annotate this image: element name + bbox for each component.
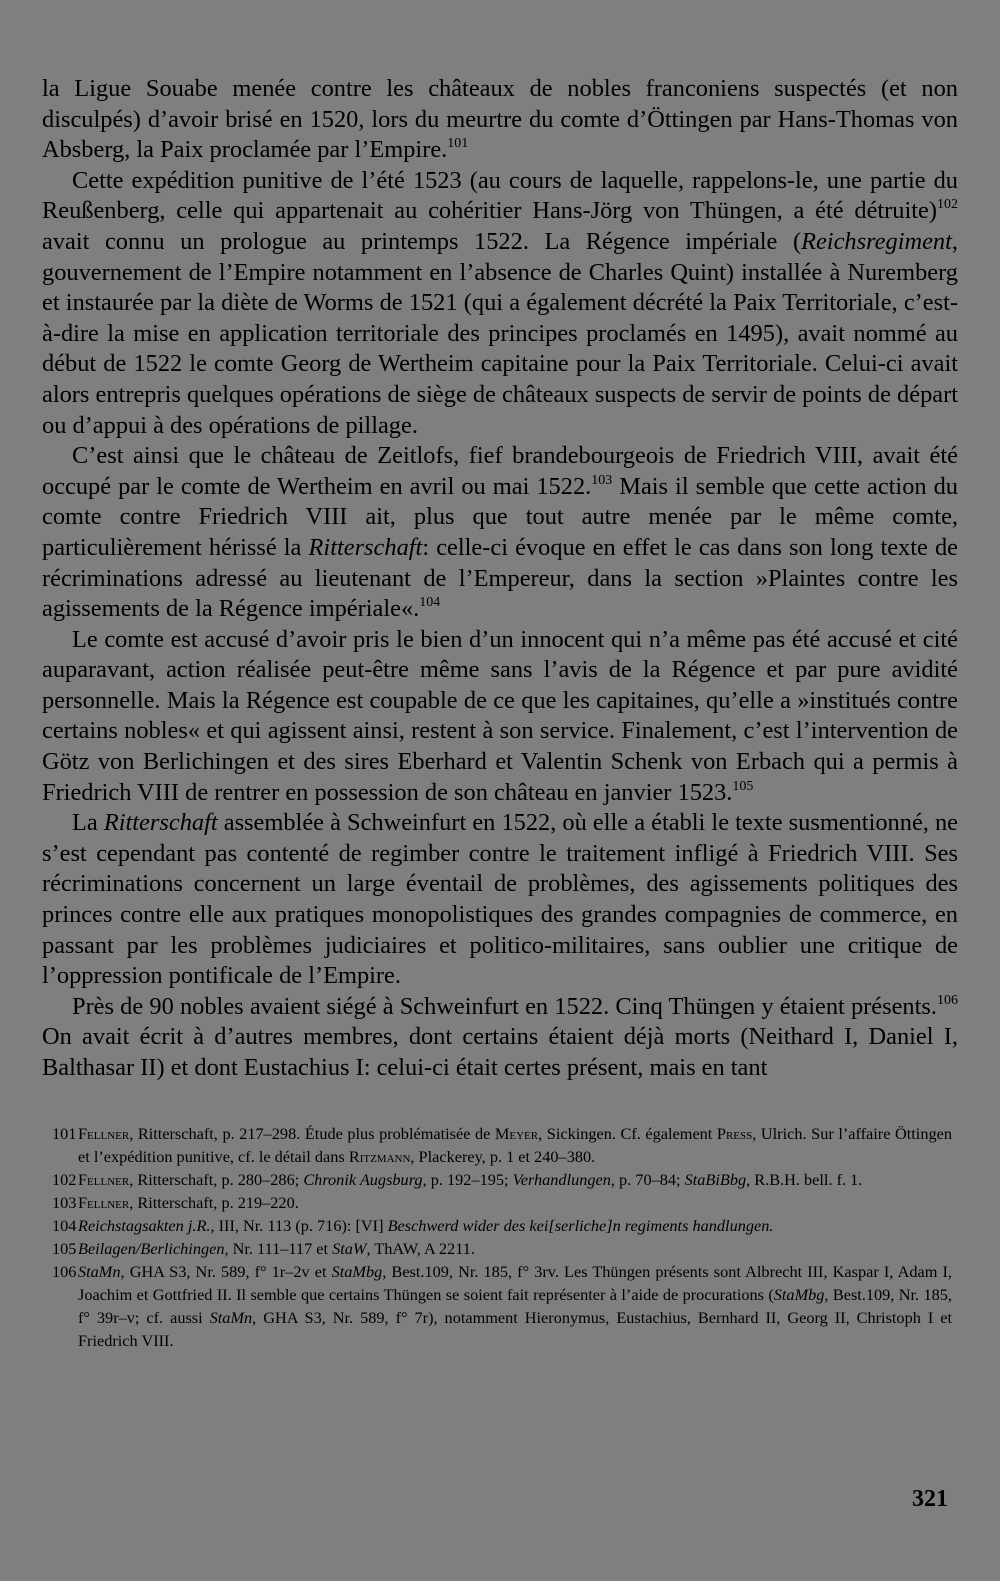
author-name: Fellner — [78, 1124, 130, 1143]
footnote-ref[interactable]: 104 — [419, 595, 441, 611]
paragraph — [42, 441, 958, 625]
footnote-text: , III, Nr. 113 (p. 716): [VI] — [210, 1216, 388, 1235]
footnote-text: , R.B.H. bell. f. 1. — [746, 1170, 863, 1189]
source-title: Reichstagsakten j.R. — [78, 1216, 211, 1235]
paragraph-text: : celle-ci évoque en effet le cas dans son long texte de récriminations adressé au lieutenant de l’Empereur, dans la section »Plaintes contre les agissements de la Régence impériale«. — [42, 533, 958, 623]
paragraph-text: Près de 90 nobles avaient siégé à Schweinfurt en 1522. Cinq Thüngen y étaient présents. — [72, 992, 937, 1020]
footnote-text: , Ritterschaft, p. 217–298. Étude plus problématisée de — [129, 1124, 495, 1143]
footnote-number: 106 — [52, 1262, 77, 1281]
footnote-ref[interactable]: 102 — [937, 197, 958, 213]
footnote-number: 102 — [52, 1170, 77, 1189]
paragraph-text: assemblée à Schweinfurt en 1522, où elle a établi le texte susmentionné, ne s’est cependant pas contenté de regimber contre le traitement infligé à Friedrich VIII. Ses récriminations concernent un large éventail de problèmes, des agissements politiques des princes contre elle aux pratiques monopolistiques des grandes compagnies de commerce, en passant par les problèmes judiciaires et politico-militaires, sans oublier une critique de l’oppression pontificale de l’Empire. — [42, 809, 958, 990]
paragraph-text: avait connu un prologue au printemps 1522. La Régence impériale ( — [42, 227, 802, 255]
page-number: 321 — [912, 1486, 948, 1512]
footnote-text: , Best.109, Nr. 185, f° 39r–v; cf. aussi — [78, 1285, 952, 1327]
source-title: StaBiBbg — [684, 1170, 747, 1189]
source-title: Verhandlungen — [512, 1170, 611, 1189]
footnote — [52, 1260, 952, 1352]
italic-term: Ritterschaft — [308, 533, 423, 561]
footnote-text: , Ulrich. Sur l’affaire Öttingen et l’expédition punitive, cf. le détail dans — [78, 1124, 952, 1166]
footnote-text: , p. 192–195; — [422, 1170, 513, 1189]
source-title: StaMbg — [331, 1262, 383, 1281]
footnote-ref[interactable]: 101 — [447, 136, 469, 152]
footnote-ref[interactable]: 103 — [591, 472, 613, 488]
footnote-text: , GHA S3, Nr. 589, f° 7r), notamment Hieronymus, Eustachius, Bernhard II, Georg II, Christoph I et Friedrich VIII. — [78, 1308, 952, 1350]
source-title: Beilagen/Berlichingen — [78, 1239, 225, 1258]
paragraph — [42, 808, 958, 992]
main-text — [42, 74, 958, 1084]
source-title: StaW — [332, 1239, 367, 1258]
footnote-text: , Ritterschaft, p. 219–220. — [129, 1193, 299, 1212]
footnote-text: , GHA S3, Nr. 589, f° 1r–2v et — [120, 1262, 332, 1281]
paragraph-text: On avait écrit à d’autres membres, dont certains étaient déjà morts (Neithard I, Daniel I, Balthasar II) et dont Eustachius I: celui-ci était certes présent, mais en tant — [42, 1023, 958, 1081]
footnote-text: , Nr. 111–117 et — [224, 1239, 333, 1258]
italic-term: Ritterschaft — [103, 809, 218, 837]
footnote-text: , Ritterschaft, p. 280–286; — [129, 1170, 304, 1189]
author-name: Press — [716, 1124, 753, 1143]
source-title: Chronik Augsburg — [303, 1170, 423, 1189]
paragraph-text: Cette expédition punitive de l’été 1523 (au cours de laquelle, rappelons-le, une partie du Reußenberg, celle qui appartenait au cohéritier Hans-Jörg von Thüngen, a été détruite) — [42, 166, 958, 225]
paragraph — [42, 74, 958, 166]
source-title: StaMn — [209, 1308, 253, 1327]
footnote-text: , Plackerey, p. 1 et 240–380. — [410, 1147, 596, 1166]
footnote-number: 101 — [52, 1124, 77, 1143]
footnote — [52, 1122, 952, 1168]
footnote-text: , ThAW, A 2211. — [366, 1239, 475, 1258]
paragraph — [42, 992, 958, 1084]
footnote-number: 104 — [52, 1216, 77, 1235]
author-name: Fellner — [78, 1193, 130, 1212]
italic-term: Reichsregiment — [801, 227, 952, 255]
paragraph-text: la Ligue Souabe menée contre les châteaux de nobles franconiens suspectés (et non disculpés) d’avoir brisé en 1520, lors du meurtre du comte d’Öttingen par Hans-Thomas von Absberg, la Paix proclamée par l’Empire. — [42, 75, 958, 164]
paragraph-text: Mais il semble que cette action du comte contre Friedrich VIII ait, plus que tout autre menée par le même comte, particulièrement hérissé la — [42, 472, 958, 561]
paragraph-text: C’est ainsi que le château de Zeitlofs, fief brandebourgeois de Friedrich VIII, avait été occupé par le comte de Wertheim en avril ou mai 1522. — [42, 442, 958, 500]
footnote-ref[interactable]: 105 — [732, 778, 754, 794]
author-name: Meyer — [494, 1124, 539, 1143]
source-title: StaMbg — [773, 1285, 825, 1304]
source-title: Beschwerd wider des kei[serliche]n regiments handlungen. — [387, 1216, 774, 1235]
paragraph-text: , gouvernement de l’Empire notamment en l’absence de Charles Quint) installée à Nuremberg et instaurée par la diète de Worms de 1521 (qui a également décrété la Paix Territoriale, c’est-à-dire la mise en application territoriale des principes proclamés en 1495), avait nommé au début de 1522 le comte Georg de Wertheim capitaine pour la Paix Territoriale. Celui-ci avait alors entrepris quelques opérations de siège de châteaux suspects de servir de points de départ ou d’appui à des opérations de pillage. — [42, 227, 958, 439]
footnotes — [52, 1122, 952, 1352]
author-name: Ritzmann — [348, 1147, 411, 1166]
footnote-number: 105 — [52, 1239, 77, 1258]
paragraph-text: La — [72, 809, 104, 837]
paragraph-text: Le comte est accusé d’avoir pris le bien d’un innocent qui n’a même pas été accusé et cité auparavant, action réalisée peut-être même sans l’avis de la Régence et par pure avidité personnelle. Mais la Régence est coupable de ce que les capitaines, qu’elle a »institués contre certains nobles« et qui agissent ainsi, restent à son service. Finalement, c’est l’intervention de Götz von Berlichingen et des sires Eberhard et Valentin Schenk von Erbach qui a permis à Friedrich VIII de rentrer en possession de son château en janvier 1523. — [42, 625, 958, 806]
paragraph — [42, 166, 958, 441]
footnote-text: , Best.109, Nr. 185, f° 3rv. Les Thüngen présents sont Albrecht III, Kaspar I, Adam I, Joachim et Gottfried II. Il semble que certains Thüngen se soient fait représenter à l’aide de procurations ( — [78, 1262, 952, 1304]
footnote-ref[interactable]: 106 — [937, 992, 958, 1008]
footnote-number: 103 — [52, 1193, 77, 1212]
footnote — [52, 1237, 952, 1260]
footnote — [52, 1191, 952, 1214]
author-name: Fellner — [78, 1170, 130, 1189]
source-title: StaMn — [78, 1262, 121, 1281]
footnote — [52, 1168, 952, 1191]
paragraph — [42, 625, 958, 809]
footnote-text: , p. 70–84; — [610, 1170, 685, 1189]
footnote — [52, 1214, 952, 1237]
footnote-text: , Sickingen. Cf. également — [538, 1124, 717, 1143]
